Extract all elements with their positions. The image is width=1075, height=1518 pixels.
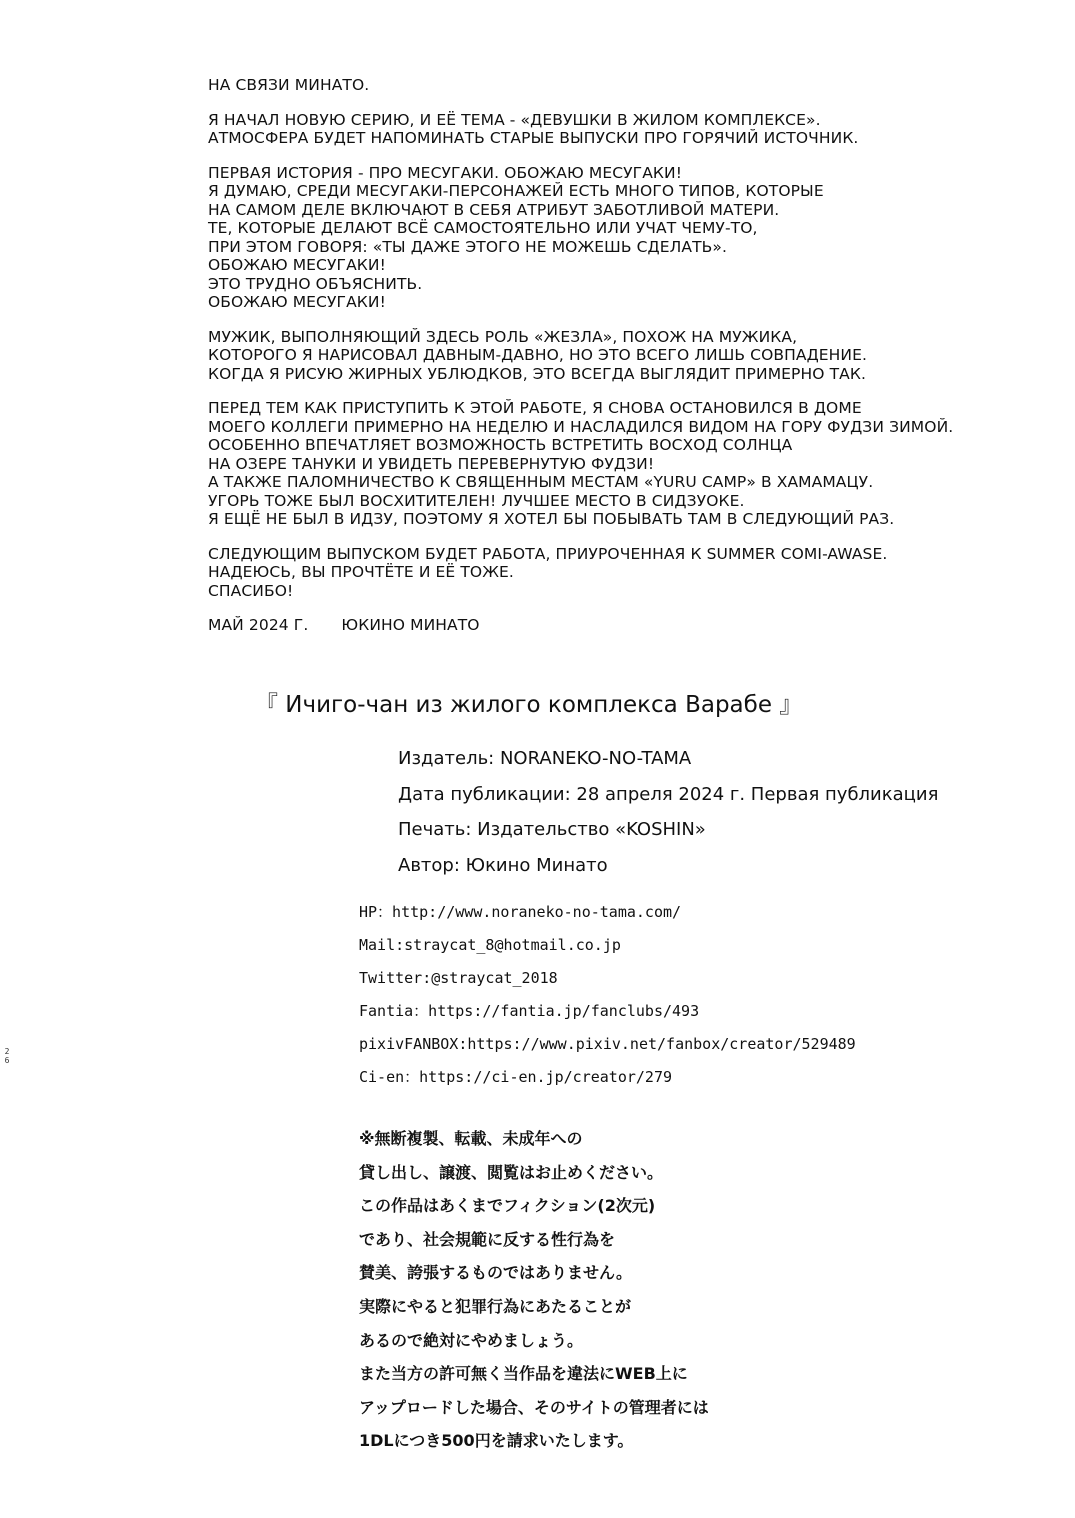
afterword-line: УГОРЬ ТОЖЕ БЫЛ ВОСХИТИТЕЛЕН! ЛУЧШЕЕ МЕСТО В СИДЗУОКЕ.: [208, 491, 745, 510]
afterword-line: Я НАЧАЛ НОВУЮ СЕРИЮ, И ЕЁ ТЕМА - «ДЕВУШКИ В ЖИЛОМ КОМПЛЕКСЕ».: [208, 110, 821, 129]
afterword-line: ПРИ ЭТОМ ГОВОРЯ: «ТЫ ДАЖЕ ЭТОГО НЕ МОЖЕШЬ СДЕЛАТЬ».: [208, 237, 727, 256]
signature-name: ЮКИНО МИНАТО: [341, 616, 480, 634]
afterword-line: ОБОЖАЮ МЕСУГАКИ!: [208, 293, 386, 311]
link-homepage: HP：http://www.noraneko-no-tama.com/: [359, 903, 682, 921]
afterword-line: Я ДУМАЮ, СРЕДИ МЕСУГАКИ-ПЕРСОНАЖЕЙ ЕСТЬ МНОГО ТИПОВ, КОТОРЫЕ: [208, 182, 824, 200]
afterword-paragraph: [208, 399, 1048, 529]
link-ci-en: Ci-en：https://ci-en.jp/creator/279: [359, 1068, 673, 1086]
colophon: [398, 741, 938, 883]
colophon-printing: Печать: Издательство «KOSHIN»: [398, 819, 706, 840]
afterword-line: ПЕРЕД ТЕМ КАК ПРИСТУПИТЬ К ЭТОЙ РАБОТЕ, Я СНОВА ОСТАНОВИЛСЯ В ДОМЕ: [208, 399, 862, 417]
afterword-paragraph: [208, 164, 1048, 312]
notice-line: アップロードした場合、そのサイトの管理者には: [359, 1397, 709, 1417]
notice-line: また当方の許可無く当作品を違法にWEB上に: [359, 1364, 688, 1384]
afterword-line: НАДЕЮСЬ, ВЫ ПРОЧТЁТЕ И ЕЁ ТОЖЕ.: [208, 563, 514, 581]
link-fantia: Fantia：https://fantia.jp/fanclubs/493: [359, 1002, 700, 1020]
afterword-line: СПАСИБО!: [208, 581, 294, 600]
afterword-line: АТМОСФЕРА БУДЕТ НАПОМИНАТЬ СТАРЫЕ ВЫПУСКИ ПРО ГОРЯЧИЙ ИСТОЧНИК.: [208, 129, 859, 147]
colophon-publisher: Издатель: NORANEKO-NO-TAMA: [398, 748, 692, 769]
contact-links: [359, 896, 856, 1094]
notice-line: 貸し出し、譲渡、閲覧はお止めください。: [359, 1162, 664, 1182]
colophon-author: Автор: Юкино Минато: [398, 854, 608, 876]
book-title: 『 Ичиго-чан из жилого комплекса Варабе 』: [255, 692, 803, 718]
notice-line: 実際にやると犯罪行為にあたることが: [359, 1296, 632, 1316]
afterword-paragraph: [208, 328, 1048, 384]
afterword-line: ТЕ, КОТОРЫЕ ДЕЛАЮТ ВСЁ САМОСТОЯТЕЛЬНО ИЛИ УЧАТ ЧЕМУ-ТО,: [208, 219, 758, 237]
page-number-digit: 2: [4, 1047, 10, 1056]
afterword-line: ПЕРВАЯ ИСТОРИЯ - ПРО МЕСУГАКИ. ОБОЖАЮ МЕСУГАКИ!: [208, 163, 683, 182]
afterword-line: ОСОБЕННО ВПЕЧАТЛЯЕТ ВОЗМОЖНОСТЬ ВСТРЕТИТЬ ВОСХОД СОЛНЦА: [208, 436, 793, 454]
notice-line: ※無断複製、転載、未成年への: [359, 1129, 583, 1148]
afterword-paragraph: [208, 111, 1048, 148]
afterword-paragraph: [208, 545, 1048, 601]
notice-line: あるので絶対にやめましょう。: [359, 1330, 584, 1350]
notice-line: この作品はあくまでフィクション(2次元): [359, 1196, 656, 1216]
afterword-line: А ТАКЖЕ ПАЛОМНИЧЕСТВО К СВЯЩЕННЫМ МЕСТАМ «YURU CAMP» В ХАМАМАЦУ.: [208, 473, 874, 491]
link-mail: Mail:straycat_8@hotmail.co.jp: [359, 936, 621, 954]
link-twitter: Twitter:@straycat_2018: [359, 969, 558, 987]
afterword-line: МУЖИК, ВЫПОЛНЯЮЩИЙ ЗДЕСЬ РОЛЬ «ЖЕЗЛА», ПОХОЖ НА МУЖИКА,: [208, 327, 798, 346]
afterword-line: НА СВЯЗИ МИНАТО.: [208, 76, 370, 94]
page-number-digit: 6: [4, 1056, 10, 1065]
notice-line: であり、社会規範に反する性行為を: [359, 1229, 616, 1249]
legal-notice: [359, 1122, 709, 1458]
link-pixiv-fanbox: pixivFANBOX:https://www.pixiv.net/fanbox/creator/529489: [359, 1035, 856, 1053]
afterword-line: Я ЕЩЁ НЕ БЫЛ В ИДЗУ, ПОЭТОМУ Я ХОТЕЛ БЫ ПОБЫВАТЬ ТАМ В СЛЕДУЮЩИЙ РАЗ.: [208, 510, 895, 528]
page-number: [3, 1047, 11, 1065]
afterword-line: ЭТО ТРУДНО ОБЪЯСНИТЬ.: [208, 274, 423, 293]
afterword-line: СЛЕДУЮЩИМ ВЫПУСКОМ БУДЕТ РАБОТА, ПРИУРОЧЕННАЯ К SUMMER COMI-AWASE.: [208, 544, 888, 563]
notice-line: 賛美、誇張するものではありません。: [359, 1263, 632, 1283]
notice-line: 1DLにつき500円を請求いたします。: [359, 1431, 634, 1451]
signature: [208, 616, 1048, 635]
afterword-paragraphs: [208, 76, 1048, 600]
afterword-line: НА ОЗЕРЕ ТАНУКИ И УВИДЕТЬ ПЕРЕВЕРНУТУЮ ФУДЗИ!: [208, 454, 655, 473]
colophon-publication-date: Дата публикации: 28 апреля 2024 г. Первая публикация: [398, 783, 939, 805]
afterword-paragraph: [208, 76, 1048, 95]
afterword-line: НА САМОМ ДЕЛЕ ВКЛЮЧАЮТ В СЕБЯ АТРИБУТ ЗАБОТЛИВОЙ МАТЕРИ.: [208, 200, 780, 219]
afterword-line: КОТОРОГО Я НАРИСОВАЛ ДАВНЫМ-ДАВНО, НО ЭТО ВСЕГО ЛИШЬ СОВПАДЕНИЕ.: [208, 346, 868, 364]
afterword: [208, 76, 1048, 635]
afterword-line: ОБОЖАЮ МЕСУГАКИ!: [208, 256, 386, 274]
afterword-line: КОГДА Я РИСУЮ ЖИРНЫХ УБЛЮДКОВ, ЭТО ВСЕГДА ВЫГЛЯДИТ ПРИМЕРНО ТАК.: [208, 364, 866, 383]
afterword-line: МОЕГО КОЛЛЕГИ ПРИМЕРНО НА НЕДЕЛЮ И НАСЛАДИЛСЯ ВИДОМ НА ГОРУ ФУДЗИ ЗИМОЙ.: [208, 417, 954, 436]
signature-date: МАЙ 2024 Г.: [208, 616, 309, 634]
